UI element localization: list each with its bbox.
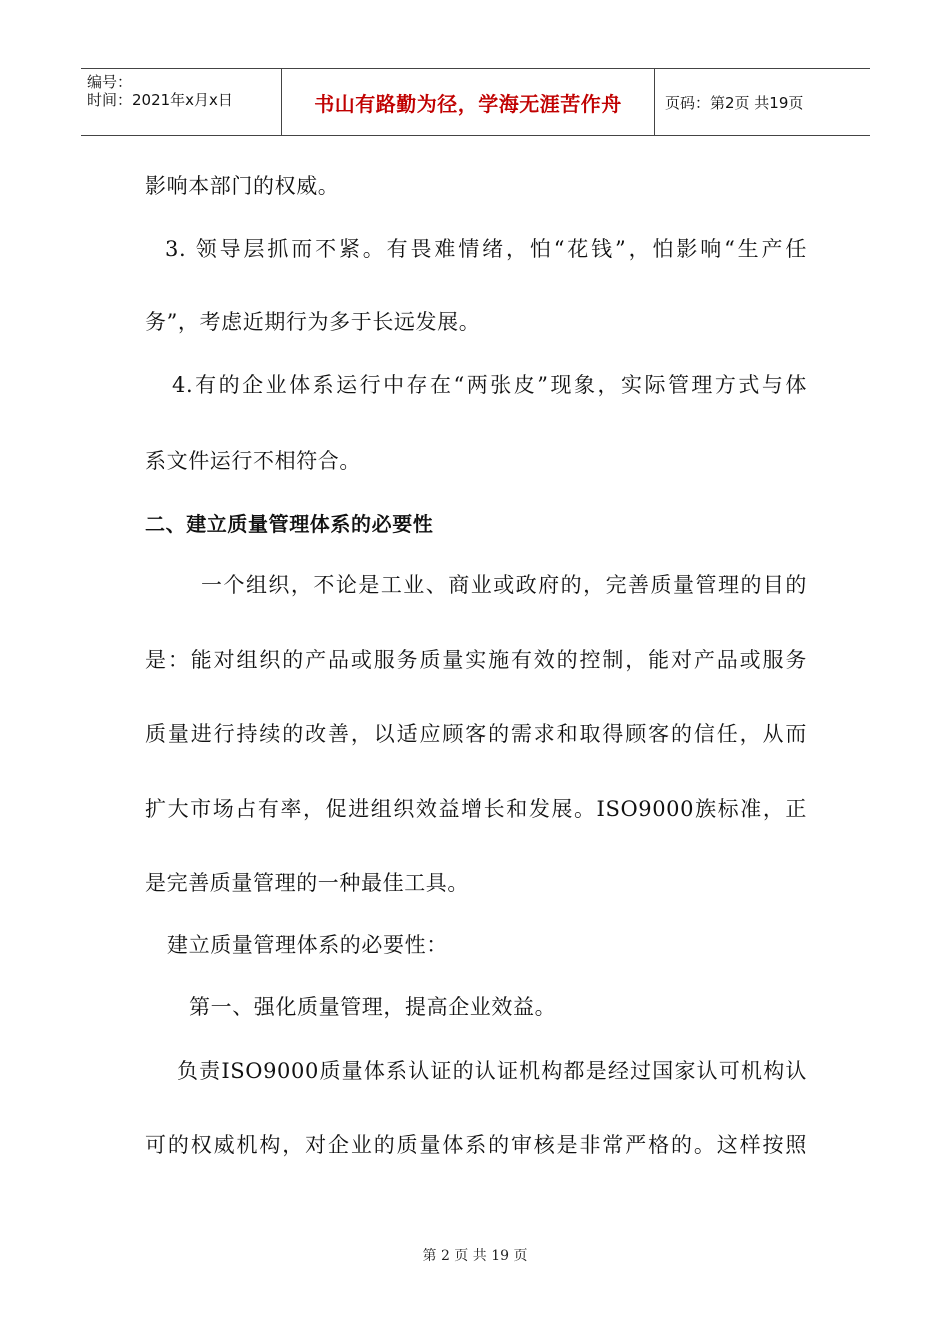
header-motto: 书山有路勤为径，学海无涯苦作舟 [282, 69, 655, 135]
paragraph-line: 质量进行持续的改善，以适应顾客的需求和取得顾客的信任，从而 [145, 722, 807, 746]
paragraph-line: 3. 领导层抓而不紧。有畏难情绪，怕“花钱”，怕影响“生产任 [165, 237, 807, 261]
paragraph-line: 影响本部门的权威。 [145, 174, 340, 198]
paragraph-line: 一个组织，不论是工业、商业或政府的，完善质量管理的目的 [201, 573, 807, 597]
doc-number-label: 编号： [87, 73, 133, 91]
page-footer: 第 2 页 共 19 页 [422, 1248, 528, 1264]
paragraph-line: 第一、强化质量管理，提高企业效益。 [189, 995, 557, 1019]
paragraph-line: 扩大市场占有率，促进组织效益增长和发展。ISO9000族标准，正 [145, 797, 807, 821]
header-meta [81, 69, 282, 135]
paragraph-line: 4.有的企业体系运行中存在“两张皮”现象，实际管理方式与体 [172, 373, 807, 397]
paragraph-line: 建立质量管理体系的必要性： [167, 933, 448, 957]
paragraph-line: 是：能对组织的产品或服务质量实施有效的控制，能对产品或服务 [145, 648, 807, 672]
paragraph-line: 负责ISO9000质量体系认证的认证机构都是经过国家认可机构认 [177, 1059, 807, 1083]
date-label: 时间：2021年x月x日 [87, 91, 233, 109]
page-header [81, 68, 870, 136]
paragraph-line: 系文件运行不相符合。 [145, 449, 361, 473]
paragraph-line: 可的权威机构，对企业的质量体系的审核是非常严格的。这样按照 [145, 1133, 807, 1157]
paragraph-line: 务”，考虑近期行为多于长远发展。 [145, 310, 481, 334]
header-page-info: 页码：第2页 共19页 [665, 93, 804, 112]
paragraph-line: 是完善质量管理的一种最佳工具。 [145, 871, 469, 895]
section-heading: 二、建立质量管理体系的必要性 [145, 512, 434, 536]
